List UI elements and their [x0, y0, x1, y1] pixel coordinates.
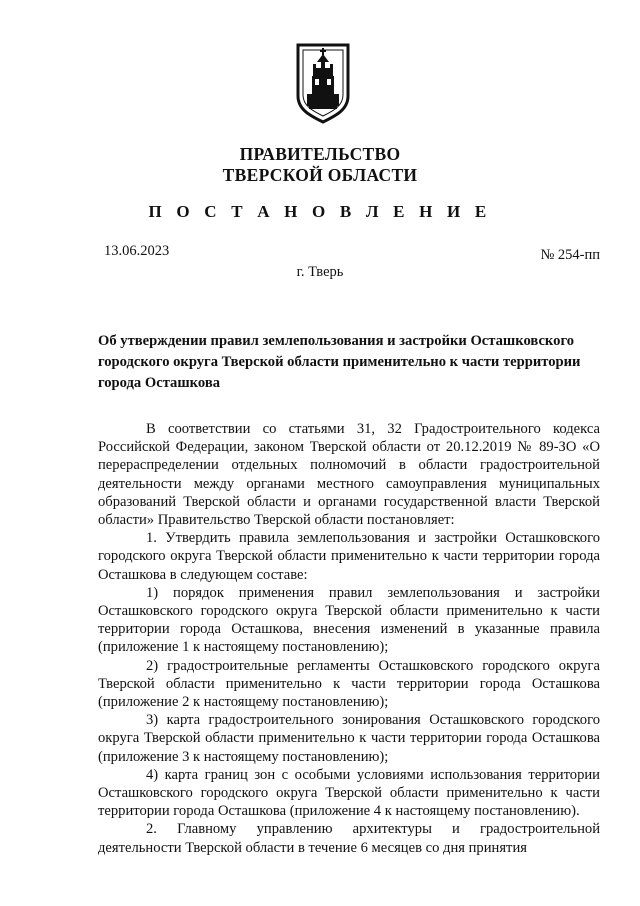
paragraph-subitem-3: 3) карта градостроительного зонирования Осташковского городского округа Тверской области применительно к части территории города Осташкова (приложение 3 к настоящему постановлению); — [98, 712, 600, 765]
document-date: 13.06.2023 — [104, 243, 170, 259]
paragraph-item-1: 1. Утвердить правила землепользования и застройки Осташковского городского округа Тверской области применительно к части территории города Осташкова в следующем составе: — [98, 530, 600, 583]
paragraph-subitem-2: 2) градостроительные регламенты Осташковского городского округа Тверской области применительно к части территории города Осташкова (приложение 2 к настоящему постановлению); — [98, 657, 600, 711]
document-type: П О С Т А Н О В Л Е Н И Е — [148, 202, 492, 221]
document-body — [98, 420, 600, 857]
coat-of-arms-emblem — [295, 42, 351, 124]
government-name-line2: ТВЕРСКОЙ ОБЛАСТИ — [222, 165, 418, 185]
government-name-line1: ПРАВИТЕЛЬСТВО — [239, 144, 401, 164]
document-title: Об утверждении правил землепользования и застройки Осташковского городского округа Тверской области применительно к части территории города Осташкова — [98, 333, 581, 391]
paragraph-subitem-4: 4) карта границ зон с особыми условиями использования территории Осташковского городского округа Тверской области применительно к части территории города Осташкова (приложение 4 к настоящему постановлению). — [98, 766, 600, 820]
paragraph-preamble: В соответствии со статьями 31, 32 Градостроительного кодекса Российской Федерации, законом Тверской области от 20.12.2019 № 89-ЗО «О перераспределении отдельных полномочий в области градостроительной деятельности между органами местного самоуправления муниципальных образований Тверской области и органами государственной власти Тверской области» Правительство Тверской области постановляет: — [98, 421, 600, 529]
document-number: № 254-пп — [540, 247, 600, 263]
paragraph-subitem-1: 1) порядок применения правил землепользования и застройки Осташковского городского округа Тверской области применительно к части территории города Осташкова, внесения изменений в указанные правила (приложение 1 к настоящему постановлению); — [98, 584, 600, 656]
document-city: г. Тверь — [296, 264, 344, 280]
paragraph-item-2: 2. Главному управлению архитектуры и градостроительной деятельности Тверской области в течение 6 месяцев со дня принятия — [98, 821, 600, 856]
